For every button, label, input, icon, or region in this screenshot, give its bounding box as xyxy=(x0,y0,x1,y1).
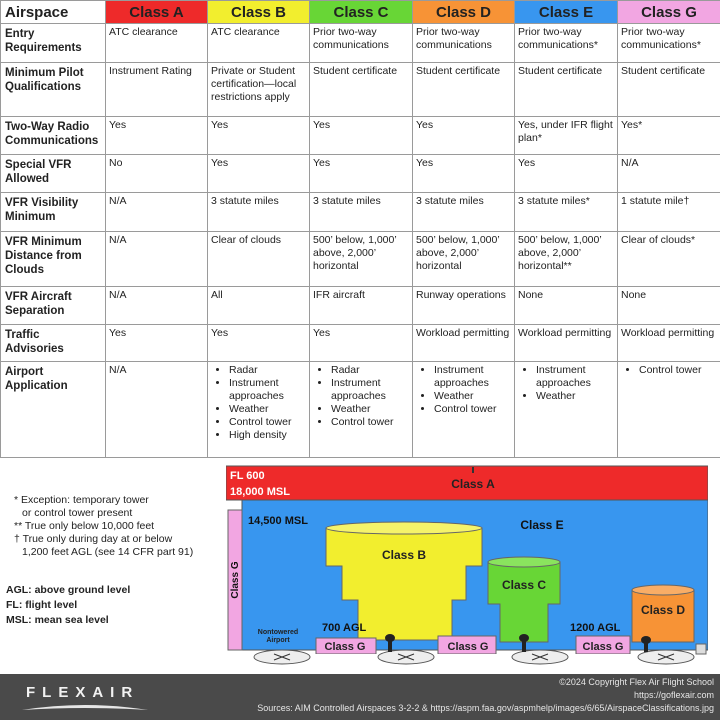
table-cell xyxy=(310,362,413,458)
table-cell: Yes* xyxy=(618,117,720,155)
row-vfr-visibility xyxy=(1,193,720,232)
row-label: Two-Way Radio Communications xyxy=(1,117,106,155)
airport-list-class-d xyxy=(416,364,511,416)
header-class-d: Class D xyxy=(413,1,515,24)
class-c-top xyxy=(488,557,560,567)
list-item: • Instrument approaches xyxy=(331,377,409,403)
footnote-day-cont: 1,200 feet AGL (see 14 CFR part 91) xyxy=(22,546,194,558)
row-entry-requirements xyxy=(1,24,720,63)
list-item: • Instrument approaches xyxy=(434,364,511,390)
header-class-e: Class E xyxy=(515,1,618,24)
class-d-top xyxy=(632,585,694,595)
list-item: • Instrument approaches xyxy=(536,364,614,390)
control-tower-icon xyxy=(385,634,395,642)
row-label: Entry Requirements xyxy=(1,24,106,63)
list-item: • Radar xyxy=(331,364,409,377)
table-cell: Clear of clouds* xyxy=(618,232,720,287)
table-cell: Prior two-way communications* xyxy=(515,24,618,63)
header-class-g: Class G xyxy=(618,1,720,24)
class-g-ground-label-1: Class G xyxy=(324,641,366,653)
class-c-label: Class C xyxy=(501,578,547,592)
table-cell: N/A xyxy=(106,193,208,232)
row-label: VFR Aircraft Separation xyxy=(1,287,106,325)
abbreviations xyxy=(6,583,130,628)
table-cell: Instrument Rating xyxy=(106,63,208,117)
nontowered-label-1: Nontowered xyxy=(257,629,299,636)
list-item: • Instrument approaches xyxy=(229,377,306,403)
table-cell: Yes xyxy=(208,117,310,155)
table-cell: None xyxy=(618,287,720,325)
table-cell: 3 statute miles* xyxy=(515,193,618,232)
class-e-label: Class E xyxy=(520,518,564,532)
table-cell xyxy=(618,362,720,458)
sources-text: Sources: AIM Controlled Airspaces 3-2-2 & https://aspm.faa.gov/aspmhelp/images/6/65/AirspaceClassifications.jpg xyxy=(257,703,714,713)
class-a-label: Class A xyxy=(451,477,495,491)
table-cell: Yes, under IFR flight plan* xyxy=(515,117,618,155)
table-cell: No xyxy=(106,155,208,193)
abbr-fl: FL: flight level xyxy=(6,599,78,611)
table-cell: IFR aircraft xyxy=(310,287,413,325)
table-cell: Yes xyxy=(106,325,208,362)
table-cell: N/A xyxy=(106,232,208,287)
table-cell: 500’ below, 1,000’ above, 2,000’ horizontal xyxy=(413,232,515,287)
nontowered-label-2: Airport xyxy=(266,637,290,644)
table-cell: Yes xyxy=(413,155,515,193)
edge-marker xyxy=(696,644,706,654)
airport-list-class-e xyxy=(518,364,614,403)
table-cell: Workload permitting xyxy=(515,325,618,362)
row-label: VFR Minimum Distance from Clouds xyxy=(1,232,106,287)
list-item: • Weather xyxy=(331,403,409,416)
copyright-text: ©2024 Copyright Flex Air Flight School xyxy=(559,677,714,687)
table-cell xyxy=(208,362,310,458)
table-cell: None xyxy=(515,287,618,325)
class-b-top xyxy=(326,522,482,534)
footer xyxy=(0,674,720,720)
table-cell: Yes xyxy=(413,117,515,155)
footnote-10000: ** True only below 10,000 feet xyxy=(14,520,155,532)
table-cell: Student certificate xyxy=(310,63,413,117)
control-tower-icon xyxy=(519,634,529,642)
table-cell: Student certificate xyxy=(413,63,515,117)
list-item: • Radar xyxy=(229,364,306,377)
class-b-label: Class B xyxy=(381,548,427,562)
agl1200-label: 1200 AGL xyxy=(570,622,621,634)
table-cell: Yes xyxy=(106,117,208,155)
row-label: Minimum Pilot Qualifications xyxy=(1,63,106,117)
row-label: Traffic Advisories xyxy=(1,325,106,362)
control-tower-icon xyxy=(641,636,651,644)
table-cell: Prior two-way communications* xyxy=(618,24,720,63)
table-cell: Yes xyxy=(310,117,413,155)
table-cell: 1 statute mile† xyxy=(618,193,720,232)
class-g-ground-label-3: Class G xyxy=(582,641,624,653)
row-label: Airport Application xyxy=(1,362,106,458)
table-cell: Yes xyxy=(515,155,618,193)
footnote-exception-cont: or control tower present xyxy=(22,507,133,519)
table-cell: Yes xyxy=(208,155,310,193)
row-airport-application xyxy=(1,362,720,458)
table-cell: ATC clearance xyxy=(208,24,310,63)
list-item: • Weather xyxy=(229,403,306,416)
footnote-exception: * Exception: temporary tower xyxy=(14,494,149,506)
row-minimum-pilot-qualifications xyxy=(1,63,720,117)
row-label: Special VFR Allowed xyxy=(1,155,106,193)
table-cell: Yes xyxy=(310,155,413,193)
list-item: • Control tower xyxy=(434,403,511,416)
row-two-way-radio xyxy=(1,117,720,155)
airspace-header: Airspace xyxy=(1,1,106,24)
row-special-vfr xyxy=(1,155,720,193)
table-cell: Yes xyxy=(208,325,310,362)
row-vfr-separation xyxy=(1,287,720,325)
class-d-label: Class D xyxy=(640,603,686,617)
list-item: • Control tower xyxy=(331,416,409,429)
table-cell: Student certificate xyxy=(515,63,618,117)
fl600-label: FL 600 xyxy=(230,470,265,482)
table-cell: N/A xyxy=(618,155,720,193)
list-item: • Control tower xyxy=(229,416,306,429)
website-link[interactable]: https://goflexair.com xyxy=(633,690,714,700)
table-cell: Private or Student certification—local restrictions apply xyxy=(208,63,310,117)
table-cell: Prior two-way communications xyxy=(310,24,413,63)
table-cell: 3 statute miles xyxy=(208,193,310,232)
abbr-agl: AGL: above ground level xyxy=(6,584,131,596)
agl700-label: 700 AGL xyxy=(322,622,367,634)
table-cell xyxy=(413,362,515,458)
table-cell: All xyxy=(208,287,310,325)
table-cell: N/A xyxy=(106,362,208,458)
table-cell: Clear of clouds xyxy=(208,232,310,287)
table-cell: Student certificate xyxy=(618,63,720,117)
abbr-msl: MSL: mean sea level xyxy=(6,614,109,626)
header-class-b: Class B xyxy=(208,1,310,24)
table-cell: Prior two-way communications xyxy=(413,24,515,63)
msl18000-label: 18,000 MSL xyxy=(230,486,290,498)
table-cell: 3 statute miles xyxy=(310,193,413,232)
table-cell: Runway operations xyxy=(413,287,515,325)
table-cell: Yes xyxy=(310,325,413,362)
table-cell: ATC clearance xyxy=(106,24,208,63)
row-vfr-cloud-distance xyxy=(1,232,720,287)
footnotes xyxy=(14,494,224,559)
table-cell: 3 statute miles xyxy=(413,193,515,232)
table-cell xyxy=(515,362,618,458)
airport-list-class-g xyxy=(621,364,717,377)
list-item: • High density xyxy=(229,429,306,442)
airport-list-class-c xyxy=(313,364,409,429)
flexair-logo: FLEXAIR xyxy=(26,684,140,701)
class-g-ground-label-2: Class G xyxy=(447,641,489,653)
row-traffic-advisories xyxy=(1,325,720,362)
table-cell: N/A xyxy=(106,287,208,325)
table-cell: 500’ below, 1,000’ above, 2,000’ horizontal xyxy=(310,232,413,287)
class-g-vertical-label: Class G xyxy=(230,561,241,599)
footnote-day: † True only during day at or below xyxy=(14,533,173,545)
header-row xyxy=(1,1,720,24)
table-cell: Workload permitting xyxy=(413,325,515,362)
table-cell: 500’ below, 1,000’ above, 2,000’ horizontal** xyxy=(515,232,618,287)
airspace-diagram xyxy=(226,464,708,672)
header-class-c: Class C xyxy=(310,1,413,24)
msl14500-label: 14,500 MSL xyxy=(248,515,308,527)
row-label: VFR Visibility Minimum xyxy=(1,193,106,232)
list-item: • Weather xyxy=(434,390,511,403)
list-item: • Weather xyxy=(536,390,614,403)
list-item: • Control tower xyxy=(639,364,717,377)
table-cell: Workload permitting xyxy=(618,325,720,362)
header-class-a: Class A xyxy=(106,1,208,24)
airport-list-class-b xyxy=(211,364,306,442)
logo-swoosh-icon xyxy=(20,702,150,714)
